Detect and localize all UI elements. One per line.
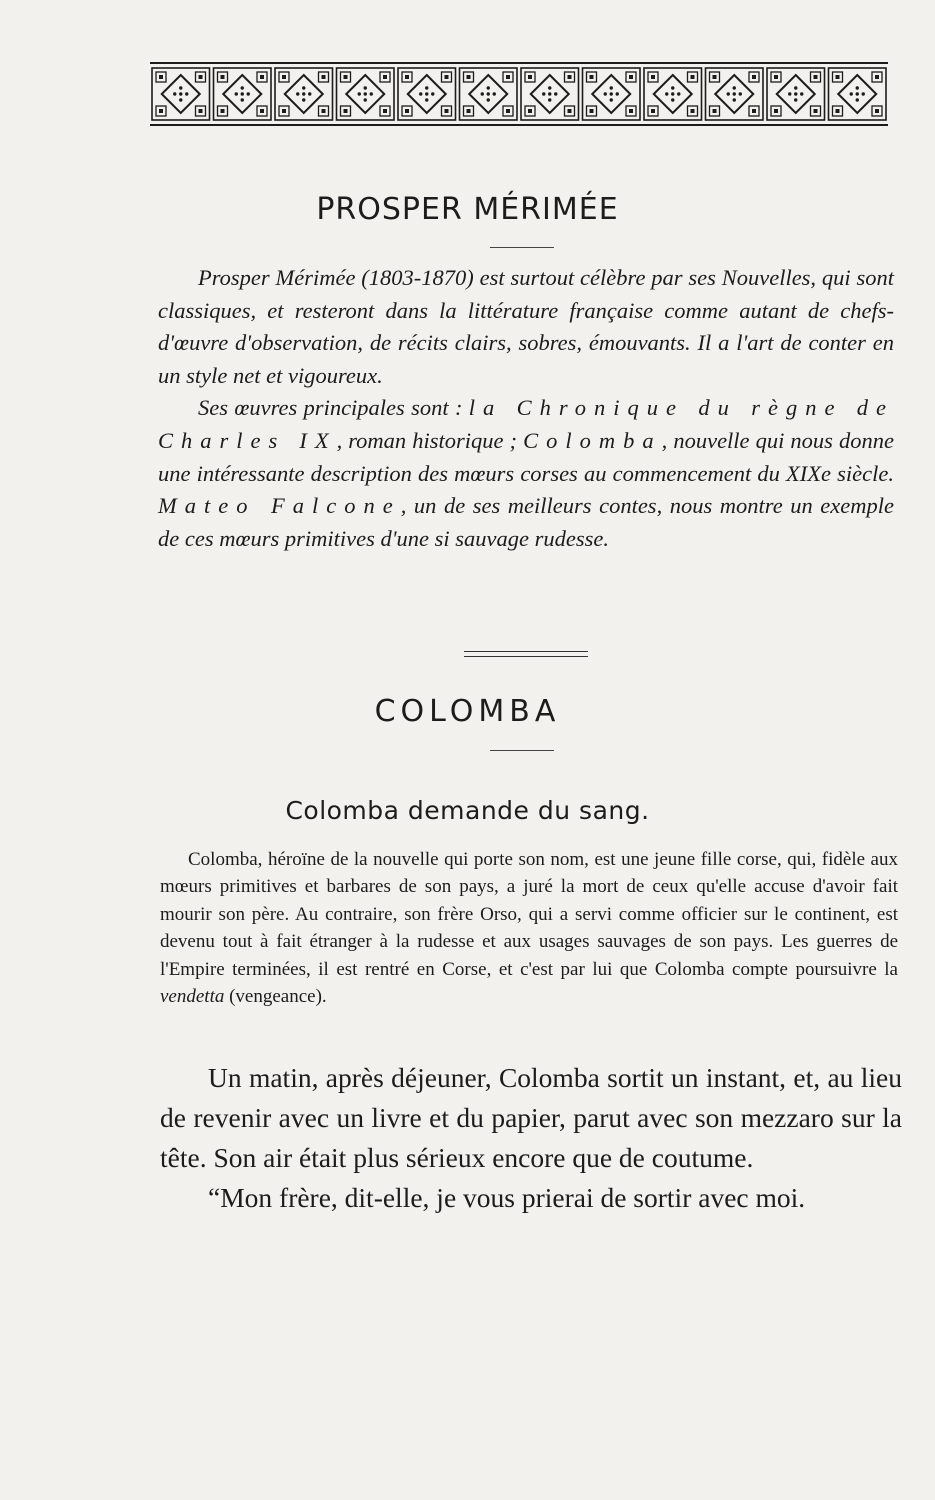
story-paragraph-2: “Mon frère, dit-elle, je vous prierai de sortir avec moi. bbox=[208, 1182, 806, 1213]
ornament-cell bbox=[706, 68, 764, 120]
story-introduction bbox=[160, 846, 898, 1010]
intro-text: (vengeance). bbox=[224, 986, 327, 1008]
section-title: COLOMBA bbox=[374, 694, 561, 729]
title-divider bbox=[490, 247, 554, 248]
chapter-subtitle: Colomba demande du sang. bbox=[285, 796, 650, 825]
bio-paragraph-2 bbox=[158, 392, 894, 555]
ornament-cell bbox=[521, 68, 579, 120]
page-title: PROSPER MÉRIMÉE bbox=[316, 192, 619, 227]
work-title-colomba: Colomba bbox=[523, 427, 662, 453]
ornament-cell bbox=[767, 68, 825, 120]
section-double-rule bbox=[464, 651, 588, 657]
intro-emphasis: vendetta bbox=[160, 986, 225, 1008]
ornament-cell bbox=[214, 68, 272, 120]
ornament-cell bbox=[398, 68, 456, 120]
bio-text: , roman historique ; bbox=[336, 427, 524, 453]
bio-paragraph-1: Prosper Mérimée (1803-1870) est surtout célèbre par ses Nouvelles, qui sont classiques, et resteront dans la littérature française comme autant de chefs-d'œuvre d'observation, de récits clairs, sobres, émouvants. Il a l'art de conter en un style net et vigoureux. bbox=[158, 265, 894, 388]
work-title-chronique: la Chronique du règne de Charles IX bbox=[158, 395, 894, 453]
author-biography bbox=[158, 262, 894, 555]
intro-paragraph bbox=[160, 846, 898, 1010]
work-title-mateo-falcone: Mateo Falcone bbox=[158, 493, 401, 519]
ornamental-border bbox=[150, 62, 888, 126]
story-text bbox=[160, 1058, 902, 1218]
ornament-cell bbox=[152, 68, 210, 120]
bio-text: , un de ses meilleurs contes, nous montre un exemple de ces mœurs primitives d'une si sauvage rudesse. bbox=[158, 493, 894, 551]
story-paragraph-1: Un matin, après déjeuner, Colomba sortit un instant, et, au lieu de revenir avec un livre et du papier, parut avec son mezzaro sur la tête. Son air était plus sérieux encore que de coutume. bbox=[160, 1062, 902, 1173]
ornament-cell bbox=[583, 68, 641, 120]
bio-text: , nouvelle qui nous donne une intéressante description des mœurs corses au commencement du XIXe siècle. bbox=[158, 427, 894, 486]
ornament-cell bbox=[275, 68, 333, 120]
ornament-cell bbox=[644, 68, 702, 120]
ornament-cell bbox=[337, 68, 395, 120]
bio-text: Ses œuvres principales sont : bbox=[198, 395, 469, 421]
ornament-cell bbox=[829, 68, 887, 120]
intro-text: Colomba, héroïne de la nouvelle qui porte son nom, est une jeune fille corse, qui, fidèle aux mœurs primitives et barbares de son pays, a juré la mort de ceux qu'elle accuse d'avoir fait mourir son père. Au contraire, son frère Orso, qui a servi comme officier sur le continent, est devenu tout à fait étranger à la rudesse et aux usages sauvages de son pays. Les guerres de l'Empire terminées, il est rentré en Corse, et c'est par lui que Colomba compte poursuivre la bbox=[160, 849, 898, 980]
section-divider bbox=[490, 750, 554, 751]
ornament-cell bbox=[460, 68, 518, 120]
